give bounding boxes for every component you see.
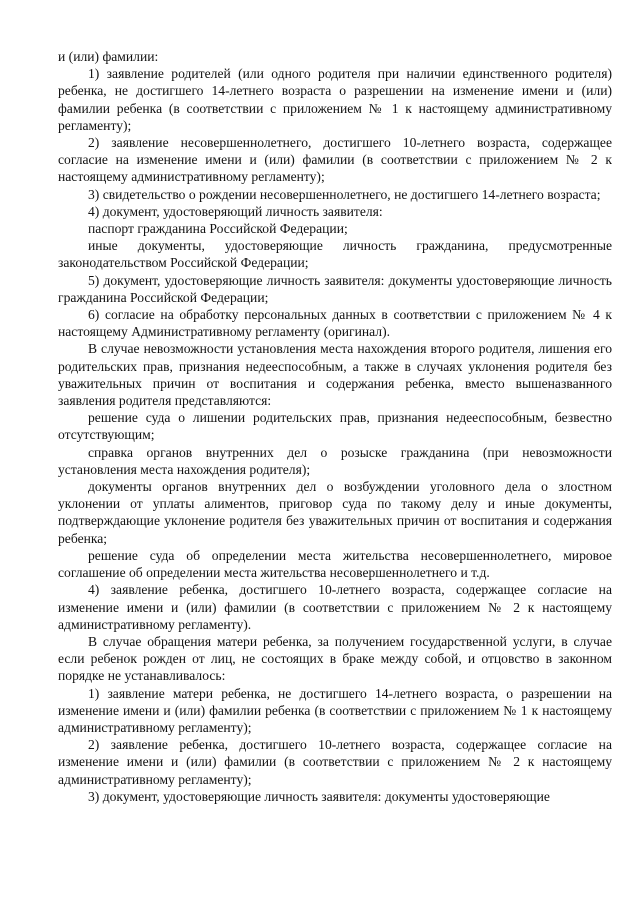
paragraph-second-parent-case: В случае невозможности установления места нахождения второго родителя, лишения его родительских прав, признания недееспособным, а также в случаях уклонения родителя без уважительных причин от воспитания и содержания ребенка, вместо вышеназванного заявления родителя представляются: bbox=[58, 341, 612, 409]
paragraph-item-3-birth-certificate: 3) свидетельство о рождении несовершеннолетнего, не достигшего 14-летнего возраста; bbox=[88, 186, 601, 202]
document-page bbox=[58, 48, 612, 805]
paragraph-item-4-child-consent: 4) заявление ребенка, достигшего 10-летнего возраста, содержащее согласие на изменение имени и (или) фамилии (в соответствии с приложением № 2 к настоящему административному регламенту). bbox=[58, 582, 612, 632]
paragraph-mother-item-2: 2) заявление ребенка, достигшего 10-летнего возраста, содержащее согласие на изменение имени и (или) фамилии (в соответствии с приложением № 2 к настоящему административному регламенту); bbox=[58, 737, 612, 787]
paragraph-criminal-case-documents: документы органов внутренних дел о возбуждении уголовного дела о злостном уклонении от уплаты алиментов, приговор суда по такому делу и иные документы, подтверждающие уклонение родителя без уважительных причин от воспитания и содержания ребенка; bbox=[58, 479, 612, 546]
paragraph-item-4-identity-document: 4) документ, удостоверяющий личность заявителя: bbox=[88, 203, 383, 219]
paragraph-continuation: и (или) фамилии: bbox=[58, 49, 159, 64]
paragraph-residence-decision: решение суда об определении места жительства несовершеннолетнего, мировое соглашение об определении места жительства несовершеннолетнего и т.д. bbox=[58, 547, 612, 581]
paragraph-item-5-identity-document: 5) документ, удостоверяющие личность заявителя: документы удостоверяющие личность гражданина Российской Федерации; bbox=[58, 272, 612, 305]
paragraph-police-certificate: справка органов внутренних дел о розыске гражданина (при невозможности установления места нахождения родителя); bbox=[58, 444, 612, 477]
paragraph-other-documents: иные документы, удостоверяющие личность гражданина, предусмотренные законодательством Российской Федерации; bbox=[58, 238, 612, 271]
paragraph-court-decision: решение суда о лишении родительских прав, признания недееспособным, безвестно отсутствующим; bbox=[58, 410, 612, 443]
paragraph-item-6-data-consent: 6) согласие на обработку персональных данных в соответствии с приложением № 4 к настоящему Административному регламенту (оригинал). bbox=[58, 307, 612, 340]
paragraph-item-2-minor-consent: 2) заявление несовершеннолетнего, достигшего 10-летнего возраста, содержащее согласие на изменение имени и (или) фамилии (в соответствии с приложением № 2 к настоящему административному регламенту); bbox=[58, 135, 612, 185]
paragraph-mother-case: В случае обращения матери ребенка, за получением государственной услуги, в случае если ребенок рожден от лиц, не состоящих в браке между собой, и отцовство в законном порядке не устанавливалось: bbox=[58, 633, 612, 684]
paragraph-item-1-parents-application: 1) заявление родителей (или одного родителя при наличии единственного родителя) ребенка, не достигшего 14-летнего возраста о разрешении на изменение имени и (или) фамилии ребенка (в соответствии с приложением № 1 к настоящему административному регламенту); bbox=[58, 66, 612, 133]
paragraph-mother-item-1: 1) заявление матери ребенка, не достигшего 14-летнего возраста, о разрешении на изменение имени и (или) фамилии ребенка (в соответствии с приложением № 1 к настоящему административному регламенту); bbox=[58, 685, 612, 735]
paragraph-passport: паспорт гражданина Российской Федерации; bbox=[88, 221, 348, 237]
paragraph-mother-item-3: 3) документ, удостоверяющие личность заявителя: документы удостоверяющие bbox=[88, 788, 550, 804]
